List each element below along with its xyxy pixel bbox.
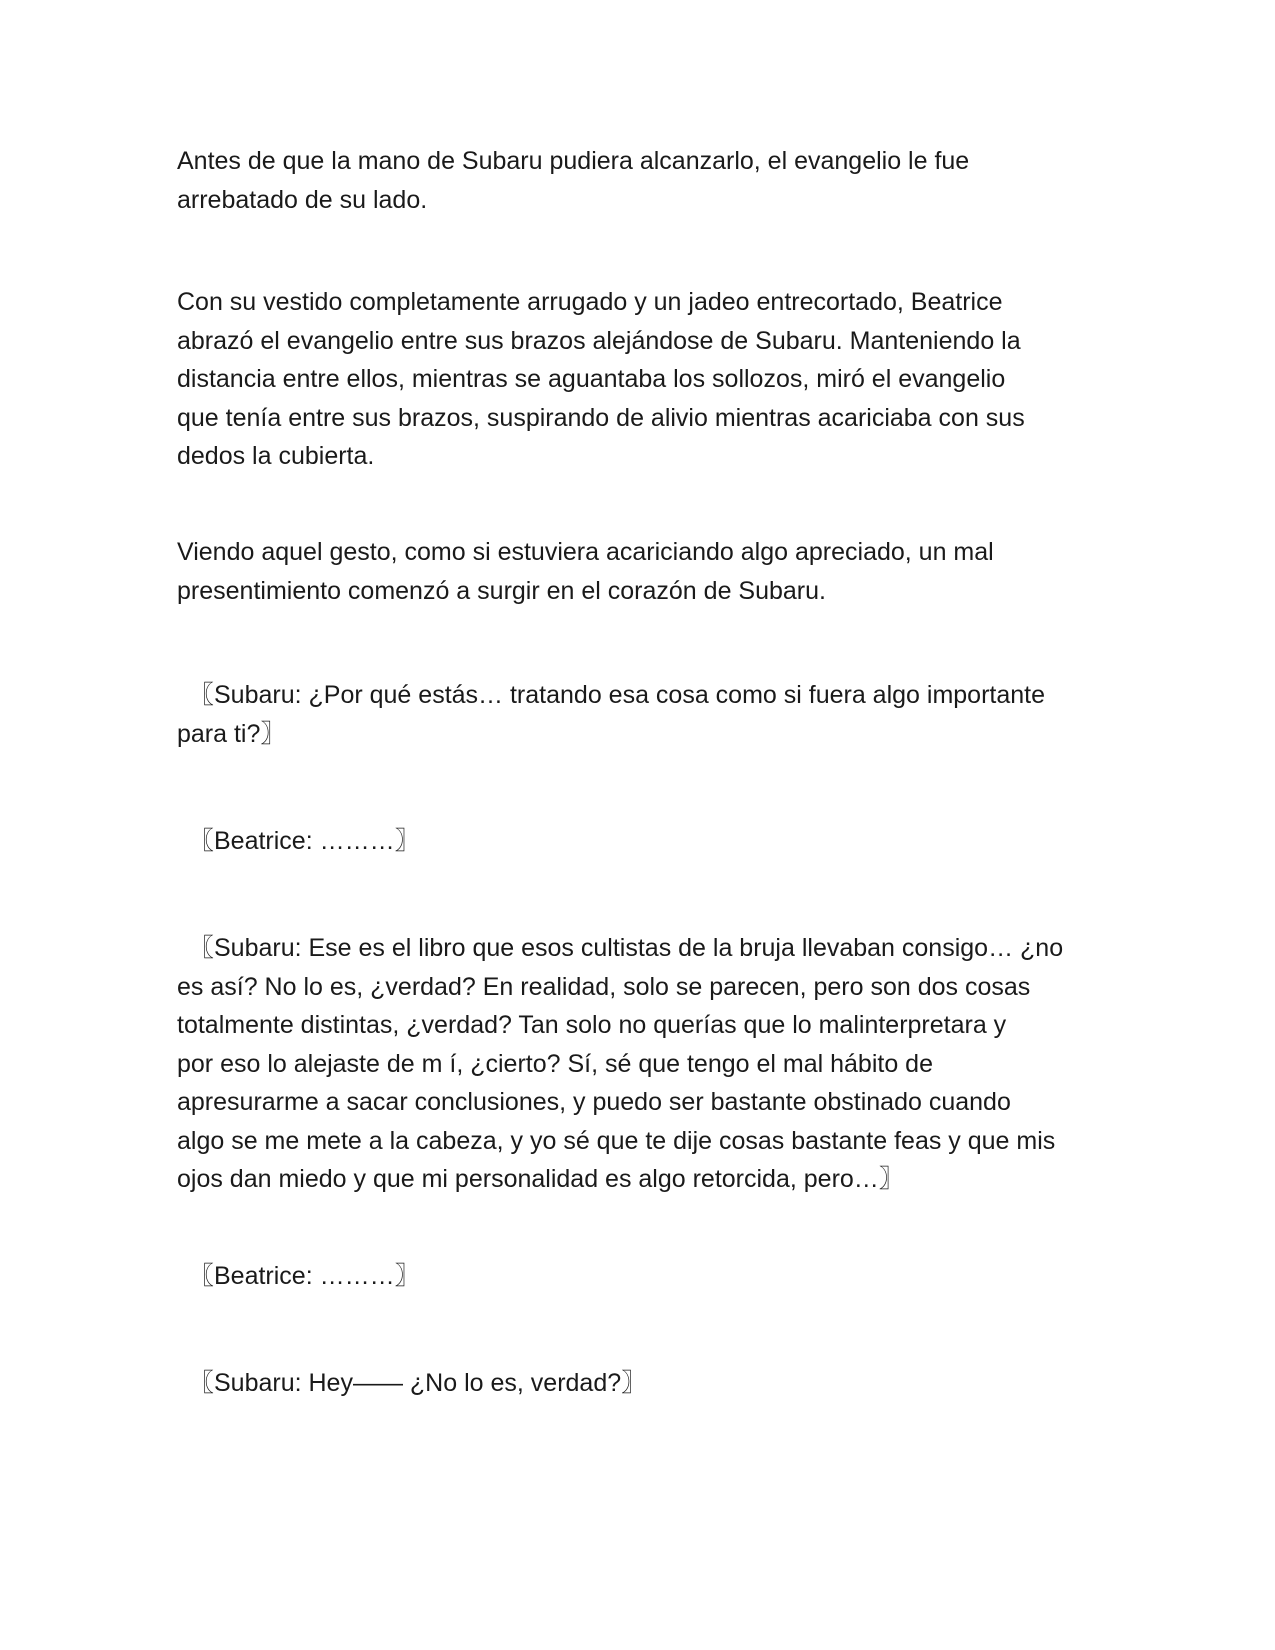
text-line: por eso lo alejaste de m í, ¿cierto? Sí, sé que tengo el mal hábito de bbox=[177, 1049, 933, 1078]
dialogue-subaru bbox=[177, 1364, 1107, 1403]
text-line: ojos dan miedo y que mi personalidad es algo retorcida, pero…〗 bbox=[177, 1165, 904, 1193]
text-line: algo se me mete a la cabeza, y yo sé que te dije cosas bastante feas y que mis bbox=[177, 1126, 1056, 1155]
text-line: Viendo aquel gesto, como si estuviera acariciando algo apreciado, un mal bbox=[177, 538, 994, 566]
text-line: presentimiento comenzó a surgir en el corazón de Subaru. bbox=[177, 576, 826, 605]
text-line: Antes de que la mano de Subaru pudiera alcanzarlo, el evangelio le fue bbox=[177, 147, 970, 175]
text-line: abrazó el evangelio entre sus brazos alejándose de Subaru. Manteniendo la bbox=[177, 326, 1021, 355]
text-line: Con su vestido completamente arrugado y un jadeo entrecortado, Beatrice bbox=[177, 288, 1003, 316]
text-line: 〖Beatrice: ………〗 bbox=[189, 827, 420, 855]
narration-paragraph bbox=[177, 142, 1107, 219]
text-line: apresurarme a sacar conclusiones, y puedo ser bastante obstinado cuando bbox=[177, 1088, 1011, 1116]
text-line: que tenía entre sus brazos, suspirando de alivio mientras acariciaba con sus bbox=[177, 403, 1025, 432]
text-line: distancia entre ellos, mientras se aguantaba los sollozos, miró el evangelio bbox=[177, 365, 1006, 393]
text-line: totalmente distintas, ¿verdad? Tan solo no querías que lo malinterpretara y bbox=[177, 1011, 1007, 1039]
text-line: dedos la cubierta. bbox=[177, 442, 375, 470]
text-line: 〖Beatrice: ………〗 bbox=[189, 1262, 420, 1290]
dialogue-beatrice bbox=[177, 1257, 1107, 1296]
narration-paragraph bbox=[177, 533, 1107, 610]
text-line: 〖Subaru: ¿Por qué estás… tratando esa cosa como si fuera algo importante bbox=[189, 681, 1046, 709]
dialogue-subaru bbox=[177, 676, 1107, 753]
text-line: arrebatado de su lado. bbox=[177, 185, 428, 214]
text-line: es así? No lo es, ¿verdad? En realidad, solo se parecen, pero son dos cosas bbox=[177, 972, 1031, 1001]
text-line: para ti?〗 bbox=[177, 719, 286, 748]
dialogue-subaru bbox=[177, 929, 1107, 1199]
narration-paragraph bbox=[177, 283, 1107, 476]
text-line: 〖Subaru: Ese es el libro que esos cultistas de la bruja llevaban consigo… ¿no bbox=[189, 934, 1064, 962]
text-line: 〖Subaru: Hey—— ¿No lo es, verdad?〗 bbox=[189, 1369, 647, 1397]
dialogue-beatrice bbox=[177, 822, 1107, 861]
